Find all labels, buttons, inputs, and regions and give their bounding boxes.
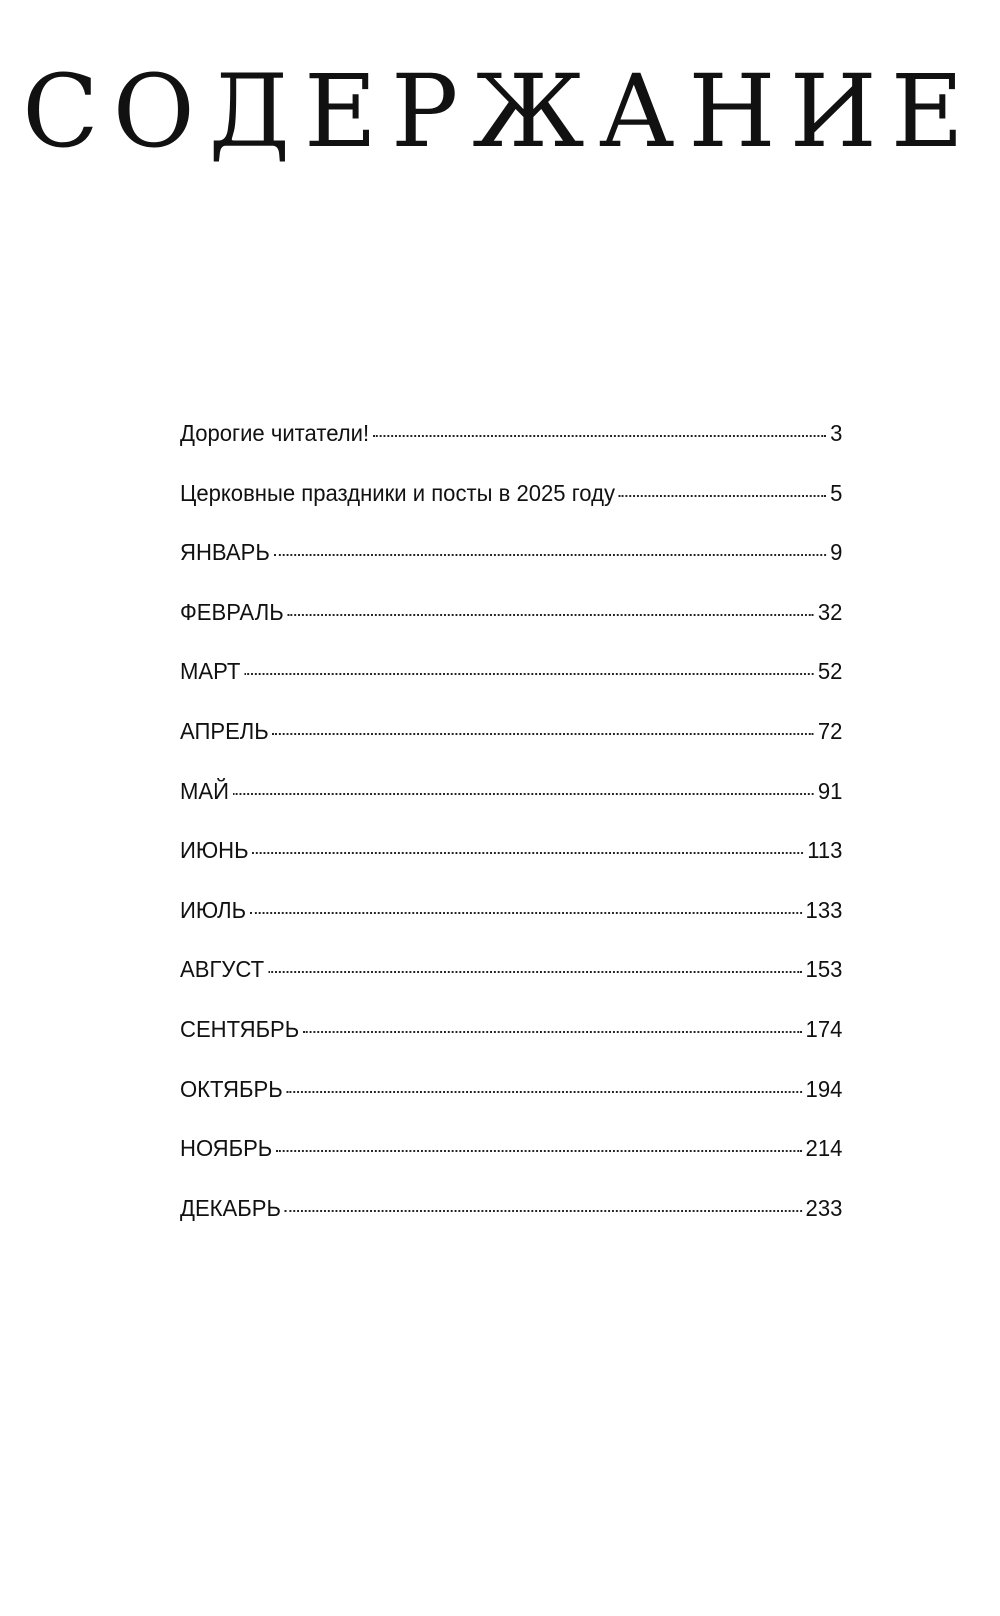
table-of-contents bbox=[180, 420, 870, 1254]
dot-leader bbox=[285, 1210, 802, 1212]
dot-leader bbox=[233, 793, 814, 795]
dot-leader bbox=[273, 733, 814, 735]
toc-entry-page-number: 52 bbox=[817, 658, 843, 685]
page-title: СОДЕРЖАНИЕ bbox=[22, 53, 978, 170]
toc-entry-december[interactable] bbox=[180, 1195, 842, 1255]
toc-entry-september[interactable] bbox=[180, 1016, 842, 1076]
toc-entry-page-number: 153 bbox=[805, 956, 843, 983]
dot-leader bbox=[303, 1031, 802, 1033]
toc-entry-label: Церковные праздники и посты в 2025 году bbox=[180, 479, 616, 506]
toc-entry-june[interactable] bbox=[180, 837, 842, 897]
toc-entry-may[interactable] bbox=[180, 778, 842, 838]
toc-entry-page-number: 72 bbox=[817, 717, 843, 744]
toc-entry-february[interactable] bbox=[180, 599, 842, 659]
toc-entry-readers[interactable] bbox=[180, 420, 842, 480]
toc-entry-page-number: 32 bbox=[817, 598, 843, 625]
dot-leader bbox=[619, 495, 826, 497]
toc-entry-label: ФЕВРАЛЬ bbox=[180, 598, 284, 625]
toc-entry-label: ЯНВАРЬ bbox=[180, 539, 270, 566]
dot-leader bbox=[274, 554, 827, 556]
dot-leader bbox=[276, 1150, 802, 1152]
toc-entry-october[interactable] bbox=[180, 1076, 842, 1136]
dot-leader bbox=[268, 971, 802, 973]
dot-leader bbox=[244, 673, 814, 675]
toc-entry-april[interactable] bbox=[180, 718, 842, 778]
toc-entry-page-number: 214 bbox=[805, 1135, 843, 1162]
toc-entry-label: НОЯБРЬ bbox=[180, 1135, 273, 1162]
toc-entry-march[interactable] bbox=[180, 658, 842, 718]
toc-entry-page-number: 113 bbox=[807, 837, 843, 864]
toc-entry-page-number: 91 bbox=[817, 777, 843, 804]
toc-entry-page-number: 9 bbox=[830, 539, 843, 566]
toc-entry-page-number: 5 bbox=[830, 479, 843, 506]
toc-entry-july[interactable] bbox=[180, 897, 842, 957]
dot-leader bbox=[252, 852, 803, 854]
toc-entry-page-number: 194 bbox=[805, 1075, 843, 1102]
toc-entry-label: АПРЕЛЬ bbox=[180, 717, 269, 744]
toc-entry-page-number: 174 bbox=[805, 1015, 843, 1042]
toc-entry-page-number: 133 bbox=[805, 896, 843, 923]
toc-entry-label: ДЕКАБРЬ bbox=[180, 1194, 281, 1221]
toc-entry-label: МАЙ bbox=[180, 777, 229, 804]
toc-entry-label: Дорогие читатели! bbox=[180, 420, 370, 446]
toc-entry-page-number: 233 bbox=[805, 1194, 843, 1221]
dot-leader bbox=[250, 912, 802, 914]
dot-leader bbox=[288, 614, 814, 616]
toc-entry-label: МАРТ bbox=[180, 658, 241, 685]
toc-entry-label: ИЮНЬ bbox=[180, 837, 249, 864]
toc-entry-november[interactable] bbox=[180, 1135, 842, 1195]
toc-entry-label: ИЮЛЬ bbox=[180, 896, 247, 923]
dot-leader bbox=[287, 1091, 802, 1093]
toc-entry-label: СЕНТЯБРЬ bbox=[180, 1015, 300, 1042]
toc-entry-august[interactable] bbox=[180, 956, 842, 1016]
toc-entry-january[interactable] bbox=[180, 539, 842, 599]
dot-leader bbox=[373, 435, 826, 437]
toc-entry-holidays[interactable] bbox=[180, 480, 842, 540]
toc-entry-label: АВГУСТ bbox=[180, 956, 265, 983]
toc-entry-label: ОКТЯБРЬ bbox=[180, 1075, 283, 1102]
toc-entry-page-number: 3 bbox=[830, 420, 843, 446]
